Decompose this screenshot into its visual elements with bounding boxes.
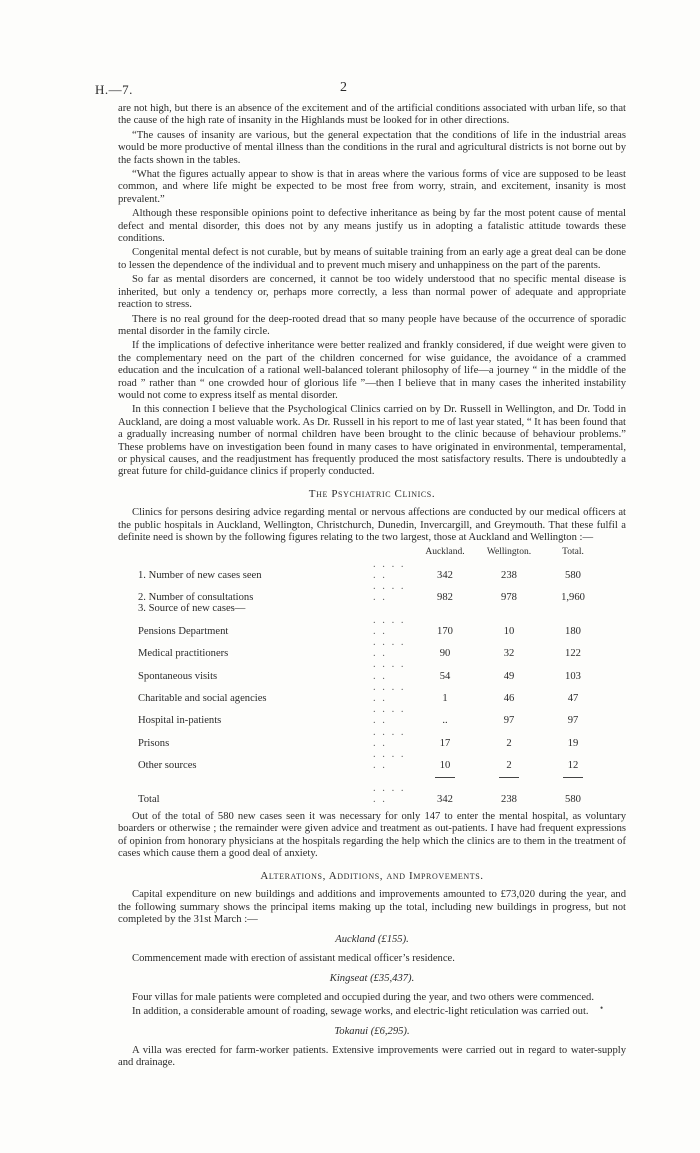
row-label: Spontaneous visits — [138, 670, 218, 682]
table-row — [138, 581, 605, 603]
sum-rule — [435, 777, 455, 778]
cell: 238 — [501, 569, 517, 581]
column-header: Auckland. — [425, 547, 465, 558]
cell: 17 — [439, 737, 451, 749]
paragraph: Four villas for male patients were completed and occupied during the year, and two others were commenced. — [132, 991, 595, 1003]
paragraph: In this connection I believe that the Psychological Clinics carried on by Dr. Russell in Wellington, and Dr. Todd in Auckland, are doing a most valuable work. As Dr. Russell in his report to me of last year stated, “ It has been found that a gradually increasing number of normal children have been brought to the clinic because of behaviour problems.” These problems have on investigation been found in many cases to have originated in environmental, temperamental, or physical causes, and the readjustment has frequently produced the most satisfactory results. There is undoubtedly a great future for child-guidance clinics if properly conducted. — [118, 404, 626, 478]
table-row — [138, 727, 605, 749]
row-label: Other sources — [138, 760, 197, 772]
cell: 90 — [439, 648, 451, 660]
sum-rule — [499, 777, 519, 778]
paragraph: are not high, but there is an absence of the excitement and of the artificial conditions associated with urban life, so that the cause of the high rate of insanity in the Highlands must be looked for in other directions. — [118, 103, 626, 127]
cell: 1,960 — [561, 592, 585, 604]
paragraph: Capital expenditure on new buildings and additions and improvements amounted to £73,020 during the year, and the following summary shows the principal items making up the total, including new buildings in progress, but not completed by the 31st March :— — [118, 889, 626, 925]
paragraph: Clinics for persons desiring advice regarding mental or nervous affections are conducted by our medical officers at the public hospitals in Auckland, Wellington, Christchurch, Dunedin, Invercargill, and Greymouth. That these fulfil a definite need is shown by the following figures relating to the two largest, those at Auckland and Wellington :— — [118, 507, 626, 543]
print-speck: • — [600, 1003, 604, 1013]
cell: 10 — [503, 625, 515, 637]
table-row — [138, 749, 605, 771]
table-row — [138, 615, 605, 637]
row-label: Charitable and social agencies — [138, 693, 267, 705]
column-header: Total. — [562, 547, 584, 558]
paragraph: There is no real ground for the deep-rooted dread that so many people have because of the occurrence of sporadic mental disorder in the family circle. — [118, 313, 626, 337]
row-label: Pensions Department — [138, 625, 229, 637]
table-row — [138, 559, 605, 581]
cell: 170 — [437, 625, 453, 637]
page-number: 2 — [340, 80, 347, 95]
column-header: Wellington. — [486, 547, 532, 558]
sum-rule — [563, 777, 583, 778]
section-heading-alterations: Alterations, Additions, and Improvements. — [260, 869, 484, 882]
table-row — [138, 659, 605, 681]
cell: .. — [442, 715, 448, 727]
paragraph: Commencement made with erection of assistant medical officer’s residence. — [132, 952, 455, 964]
leader-dots: . . . . . . — [373, 614, 406, 637]
cell: 19 — [567, 737, 579, 749]
paragraph: A villa was erected for farm-worker patients. Extensive improvements were carried out in regard to water-supply and drainage. — [118, 1044, 626, 1069]
leader-dots: . . . . . . — [373, 637, 406, 660]
row-label: 3. Source of new cases— — [138, 603, 246, 615]
subheading-auckland: Auckland (£155). — [335, 934, 409, 946]
total-cell: 580 — [565, 793, 581, 805]
leader-dots: . . . . . . — [373, 558, 406, 581]
table-row — [138, 704, 605, 726]
leader-dots: . . . . . . — [373, 726, 406, 749]
document-reference: H.—7. — [95, 82, 133, 97]
clinic-statistics-table — [138, 547, 605, 805]
cell: 46 — [503, 693, 515, 705]
total-cell: 238 — [501, 793, 517, 805]
leader-dots: . . . . . . — [373, 749, 406, 772]
subheading-tokanui: Tokanui (£6,295). — [334, 1026, 410, 1038]
paragraph: Although these responsible opinions point to defective inheritance as being by far the most potent cause of mental defect and mental disorder, this does not by any means justify us in adopting a fatalistic attitude towards these conditions. — [118, 208, 626, 245]
cell: 10 — [439, 760, 451, 772]
table-header-row — [138, 547, 605, 558]
cell: 982 — [437, 592, 453, 604]
table-total-row — [138, 783, 605, 805]
leader-dots: . . . . . . — [373, 681, 406, 705]
table-row — [138, 682, 605, 704]
cell: 103 — [565, 670, 581, 682]
cell: 2 — [506, 737, 512, 749]
cell: 122 — [565, 648, 581, 660]
cell: 12 — [567, 760, 579, 772]
paragraph: If the implications of defective inheritance were better realized and frankly considered, if due weight were given to the complementary need on the part of the children concerned for wise guidance, the avoidance of a crammed education and the inculcation of a rational well-balanced tolerant philosophy of life—a journey “ in the middle of the road ” rather than “ one crowded hour of glorious life ”—then I believe that in many cases the inherited instability would not come to express itself as mental disorder. — [118, 340, 626, 401]
total-cell: 342 — [437, 793, 453, 805]
row-label: 2. Number of consultations — [138, 592, 254, 604]
row-label: Prisons — [138, 737, 170, 749]
rule-row — [138, 771, 605, 782]
cell: 978 — [501, 592, 517, 604]
cell: 97 — [503, 715, 515, 727]
leader-dots: . . . . . . — [373, 659, 406, 682]
row-label: 1. Number of new cases seen — [138, 569, 262, 581]
cell: 342 — [437, 569, 453, 581]
paragraph: “What the figures actually appear to show is that in areas where the various forms of vice are supposed to be least common, and where life might be expected to be most free from worry, strain, and excitement, insanity is most prevalent.” — [118, 169, 626, 205]
paragraph: Congenital mental defect is not curable, but by means of suitable training from an early age a great deal can be done to lessen the dependence of the individual and to prevent much misery and unhappiness on the part of the parents. — [118, 247, 626, 271]
paragraph: Out of the total of 580 new cases seen it was necessary for only 147 to enter the mental hospital, as voluntary boarders or otherwise ; the remainder were given advice and treatment as out-patients. I have had frequent expressions of opinion from honorary physicians at the hospitals regarding the help which the clinics are to them in the treatment of cases which cause them a good deal of anxiety. — [118, 811, 626, 860]
paragraph: In addition, a considerable amount of roading, sewage works, and electric-light reticulation was carried out. — [132, 1005, 589, 1017]
cell: 54 — [439, 670, 451, 682]
table-row — [138, 637, 605, 659]
cell: 47 — [567, 693, 579, 705]
cell: 32 — [503, 648, 515, 660]
leader-dots: . . . . . . — [373, 704, 406, 727]
body-text — [118, 103, 626, 1072]
leader-dots: . . . . . . — [373, 581, 406, 604]
table-row — [138, 603, 605, 614]
paragraph: So far as mental disorders are concerned, it cannot be too widely understood that no specific mental disease is inherited, but only a tendency or, perhaps more correctly, a less than normal power of adequate and appropriate reaction to stress. — [118, 274, 626, 311]
section-heading-clinics: The Psychiatric Clinics. — [308, 487, 436, 500]
cell: 180 — [565, 625, 581, 637]
row-label: Hospital in-patients — [138, 715, 222, 727]
cell: 580 — [565, 569, 581, 581]
cell: 97 — [567, 715, 579, 727]
cell: 49 — [503, 670, 515, 682]
cell: 2 — [506, 760, 512, 772]
leader-dots: . . . . . . — [373, 782, 406, 805]
paragraph: “The causes of insanity are various, but the general expectation that the conditions of life in the industrial areas would be more productive of mental illness than the conditions in the rural and agricultural districts is not borne out by the facts shown in the tables. — [118, 129, 626, 166]
subheading-kingseat: Kingseat (£35,437). — [329, 973, 415, 985]
row-label: Medical practitioners — [138, 648, 229, 660]
total-label: Total — [138, 793, 160, 805]
cell: 1 — [442, 693, 448, 705]
